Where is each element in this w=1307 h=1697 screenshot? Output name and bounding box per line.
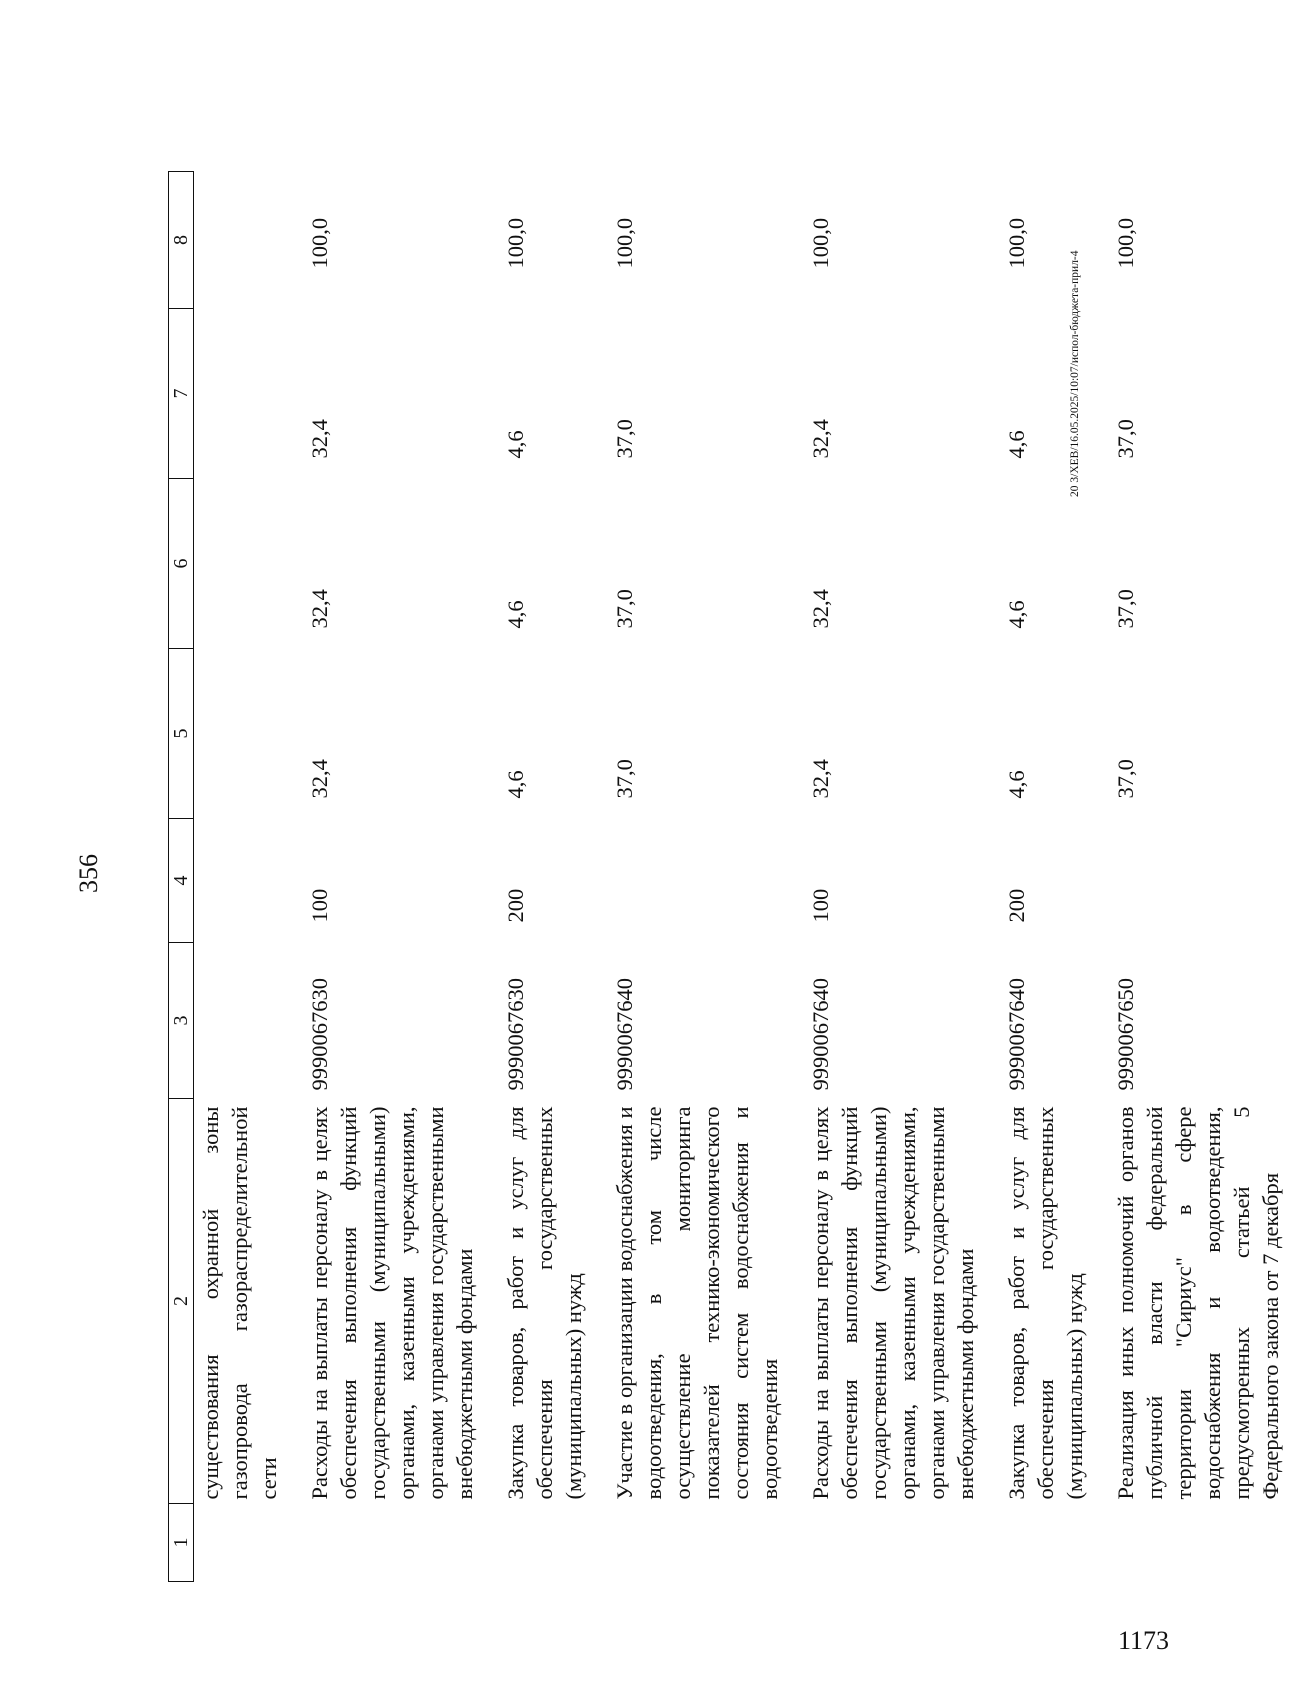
cell-col1 — [501, 1504, 610, 1582]
cell-code: 9990067630 — [503, 978, 528, 1091]
document-footer-code: 20 3/ХЕВ/16.05.2025/10:07/испол-бюджета-прил-4 — [1069, 250, 1081, 497]
sheet-number: 1173 — [1118, 1626, 1170, 1655]
table-row — [1002, 172, 1111, 1582]
cell-col6 — [194, 479, 306, 649]
cell-col4: 100 — [307, 888, 332, 923]
cell-col6: 32,4 — [808, 589, 833, 629]
cell-col5: 37,0 — [1113, 759, 1138, 799]
cell-col8: 100,0 — [612, 217, 637, 269]
cell-col8 — [194, 172, 306, 309]
cell-col1 — [610, 1504, 806, 1582]
cell-col5: 32,4 — [808, 759, 833, 799]
cell-col8: 100,0 — [503, 217, 528, 269]
column-header: 8 — [169, 172, 194, 309]
column-header: 3 — [169, 943, 194, 1099]
table-row — [501, 172, 610, 1582]
cell-col7: 32,4 — [808, 419, 833, 459]
cell-col7 — [194, 309, 306, 479]
cell-col1 — [806, 1504, 1002, 1582]
cell-col7: 32,4 — [307, 419, 332, 459]
cell-col5 — [194, 649, 306, 819]
cell-col4 — [194, 819, 306, 943]
cell-col6: 32,4 — [307, 589, 332, 629]
cell-code: 9990067640 — [1004, 978, 1029, 1091]
cell-col4: 100 — [808, 888, 833, 923]
cell-col4: 200 — [503, 888, 528, 923]
cell-col7: 4,6 — [503, 430, 528, 459]
cell-col7: 37,0 — [612, 419, 637, 459]
budget-table — [168, 171, 1307, 1582]
column-header: 5 — [169, 649, 194, 819]
cell-col7: 37,0 — [1113, 419, 1138, 459]
cell-code: 9990067650 — [1113, 978, 1138, 1091]
cell-col8: 100,0 — [1113, 217, 1138, 269]
table-row — [305, 172, 501, 1582]
cell-col5: 4,6 — [503, 770, 528, 799]
table-row — [1111, 172, 1307, 1582]
cell-col4 — [610, 819, 806, 943]
cell-col8: 100,0 — [307, 217, 332, 269]
cell-name: существования охранной зоны газопровода газораспределительной сети — [198, 1106, 281, 1500]
cell-col5: 37,0 — [612, 759, 637, 799]
cell-code: 9990067640 — [808, 978, 833, 1091]
page-number: 356 — [74, 854, 103, 893]
column-header: 1 — [169, 1504, 194, 1582]
cell-col6: 4,6 — [1004, 600, 1029, 629]
table-row — [610, 172, 806, 1582]
column-header: 2 — [169, 1099, 194, 1504]
table-header-row — [169, 172, 194, 1582]
cell-col1 — [194, 1504, 306, 1582]
column-header: 7 — [169, 309, 194, 479]
cell-name: Закупка товаров, работ и услуг для обеспечения государственных (муниципальных) нужд — [503, 1106, 586, 1500]
cell-col8: 100,0 — [808, 217, 833, 269]
cell-col7: 4,6 — [1004, 430, 1029, 459]
cell-name: Участие в организации водоснабжения и водоотведения, в том числе осуществление мониторинга показателей технико-экономического состояния систем водоснабжения и водоотведения — [612, 1106, 782, 1500]
column-header: 6 — [169, 479, 194, 649]
cell-name: Закупка товаров, работ и услуг для обеспечения государственных (муниципальных) нужд — [1004, 1106, 1087, 1500]
column-header: 4 — [169, 819, 194, 943]
cell-code — [194, 943, 306, 1099]
cell-col5: 4,6 — [1004, 770, 1029, 799]
cell-name: Расходы на выплаты персоналу в целях обеспечения выполнения функций государственными (муниципальными) органами, казенными учреждениями, органами управления государственными внебюджетными фондами — [808, 1106, 978, 1500]
cell-col4: 200 — [1004, 888, 1029, 923]
table-row — [806, 172, 1002, 1582]
cell-col5: 32,4 — [307, 759, 332, 799]
cell-col6: 37,0 — [612, 589, 637, 629]
cell-col1 — [1111, 1504, 1307, 1582]
cell-col1 — [305, 1504, 501, 1582]
cell-name: Расходы на выплаты персоналу в целях обеспечения выполнения функций государственными (муниципальными) органами, казенными учреждениями, органами управления государственными внебюджетными фондами — [307, 1106, 477, 1500]
cell-col4 — [1111, 819, 1307, 943]
cell-col8: 100,0 — [1004, 217, 1029, 269]
cell-col6: 37,0 — [1113, 589, 1138, 629]
table-row — [194, 172, 306, 1582]
cell-code: 9990067640 — [612, 978, 637, 1091]
cell-name: Реализация иных полномочий органов публичной власти федеральной территории "Сириус" в сфере водоснабжения и водоотведения, предусмотренных статьей 5 Федерального закона от 7 декабря — [1113, 1106, 1283, 1500]
cell-code: 9990067630 — [307, 978, 332, 1091]
cell-col6: 4,6 — [503, 600, 528, 629]
cell-col1 — [1002, 1504, 1111, 1582]
